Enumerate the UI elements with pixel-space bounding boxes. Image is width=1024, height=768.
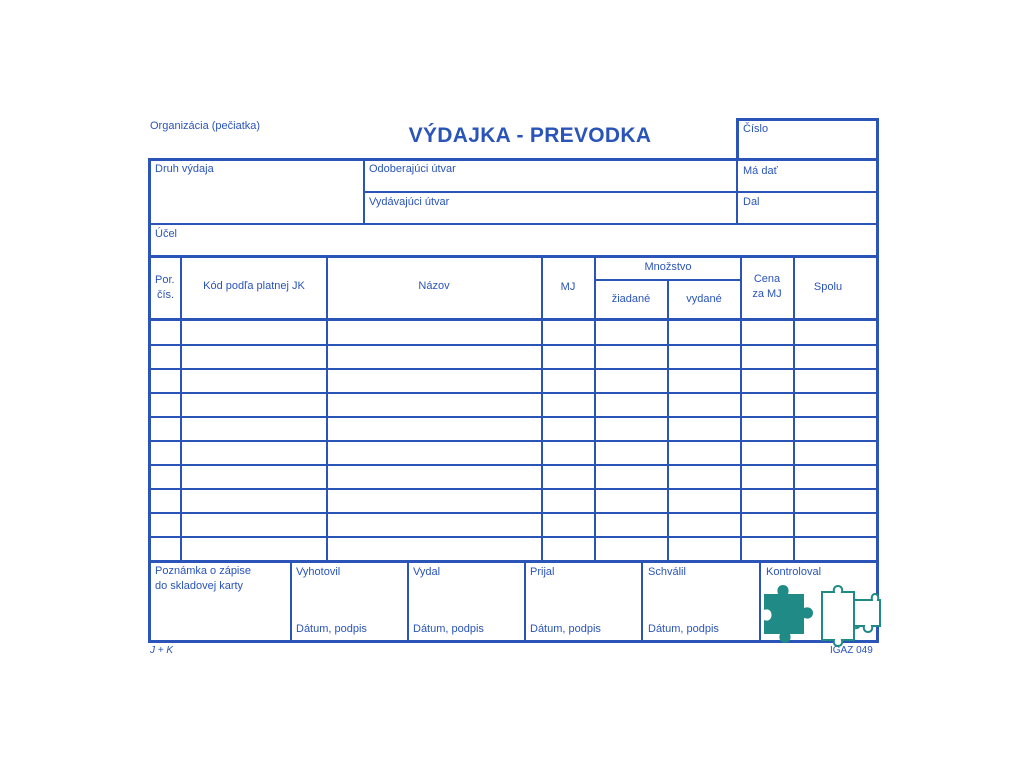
puzzle-icon <box>760 580 882 654</box>
table-row-line <box>148 416 878 418</box>
ucel-top-border <box>148 223 878 225</box>
cislo-label: Číslo <box>743 123 769 135</box>
ucel-label: Účel <box>155 228 178 240</box>
col-header-mnozstvo: Množstvo <box>644 261 692 273</box>
table-row-line <box>148 464 878 466</box>
col-line-por <box>180 255 182 561</box>
col-line-nazov <box>541 255 543 561</box>
form-title: VÝDAJKA - PREVODKA <box>408 124 652 147</box>
kontroloval-label: Kontroloval <box>766 566 822 578</box>
col-line-kod <box>326 255 328 561</box>
col-header-por: Por. <box>155 274 175 286</box>
table-row-line <box>148 368 878 370</box>
schvalil-datum-podpis: Dátum, podpis <box>648 623 719 635</box>
table-row-line <box>148 512 878 514</box>
org-label: Organizácia (pečiatka) <box>150 120 261 132</box>
odoberajuci-utvar-label: Odoberajúci útvar <box>369 163 456 175</box>
poznamka-label-1: Poznámka o zápise <box>155 565 251 577</box>
prijal-label: Prijal <box>530 566 555 578</box>
col-header-nazov: Názov <box>418 280 450 292</box>
col-header-spolu: Spolu <box>813 281 843 293</box>
vyhotovil-label: Vyhotovil <box>296 566 341 578</box>
vydavajuci-utvar-label: Vydávajúci útvar <box>369 196 450 208</box>
table-header-bottom <box>148 318 878 321</box>
header-bottom-border <box>148 158 878 161</box>
info-row-divider <box>363 191 878 193</box>
top-border-right <box>737 118 878 121</box>
foot-line-3 <box>524 560 526 642</box>
table-bottom-border <box>148 560 878 563</box>
vydal-datum-podpis: Dátum, podpis <box>413 623 484 635</box>
info-divider-1 <box>363 158 365 224</box>
table-row-line <box>148 392 878 394</box>
table-row-line <box>148 440 878 442</box>
ma-dat-label: Má dať <box>743 165 778 177</box>
col-header-cena: Cena <box>753 273 781 285</box>
vydal-label: Vydal <box>413 566 441 578</box>
table-row-line <box>148 488 878 490</box>
schvalil-label: Schválil <box>648 566 686 578</box>
col-line-ziadane <box>667 279 669 561</box>
col-line-mj <box>594 255 596 561</box>
druh-vydaja-label: Druh výdaja <box>155 163 214 175</box>
left-border <box>148 158 151 643</box>
table-row-line <box>148 536 878 538</box>
col-line-cena <box>793 255 795 561</box>
foot-line-4 <box>641 560 643 642</box>
col-header-ziadane: žiadané <box>611 293 651 305</box>
dal-label: Dal <box>743 196 760 208</box>
col-header-kod: Kód podľa platnej JK <box>203 280 305 292</box>
table-row-line <box>148 344 878 346</box>
cislo-left-border <box>736 118 739 160</box>
foot-line-2 <box>407 560 409 642</box>
vyhotovil-datum-podpis: Dátum, podpis <box>296 623 367 635</box>
right-border <box>876 118 879 643</box>
info-divider-2 <box>736 158 738 224</box>
right-footer-mark: IGAZ 049 <box>830 645 873 656</box>
col-header-vydane: vydané <box>686 293 722 305</box>
col-header-mj: MJ <box>560 281 576 293</box>
foot-line-1 <box>290 560 292 642</box>
col-header-za-mj: za MJ <box>752 288 782 300</box>
prijal-datum-podpis: Dátum, podpis <box>530 623 601 635</box>
table-top-border <box>148 255 878 258</box>
poznamka-label-2: do skladovej karty <box>155 580 244 592</box>
left-footer-mark: J + K <box>150 645 174 656</box>
col-header-cis: čís. <box>157 289 175 301</box>
col-line-vydane <box>740 255 742 561</box>
